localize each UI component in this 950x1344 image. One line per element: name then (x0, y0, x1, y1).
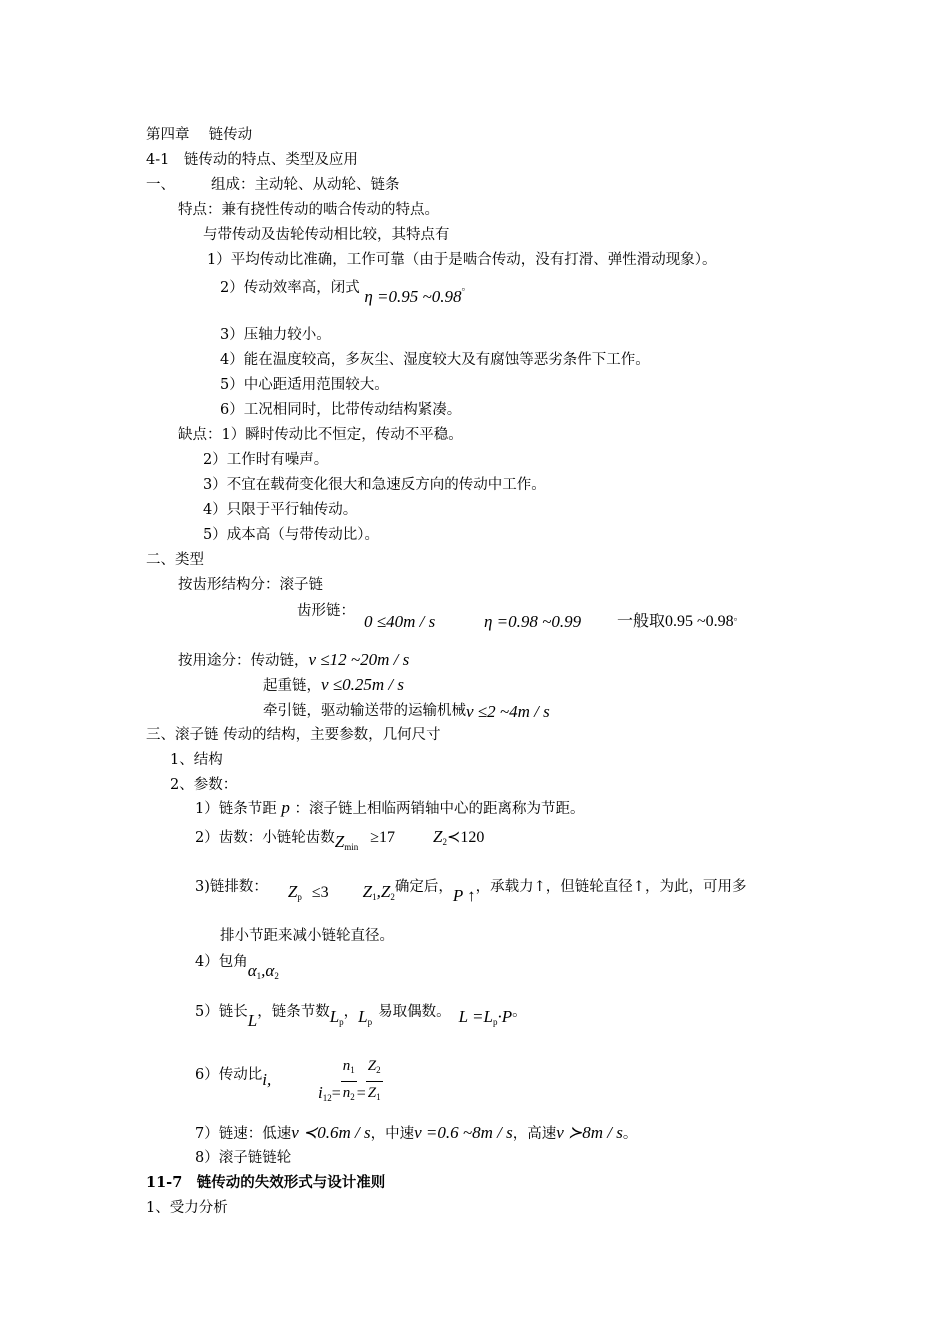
efficiency-formula: η =0.95 ~0.98 (364, 287, 462, 306)
drawback-4: 4）只限于平行轴传动。 (203, 502, 358, 518)
teeth-numerator: $Z_2$ (366, 1058, 383, 1082)
high-speed: v ≻8m / s (556, 1123, 623, 1142)
ratio-symbol: i, (262, 1070, 272, 1089)
pitch-symbol: p (281, 798, 290, 817)
drawback-3: 3）不宜在载荷变化很大和急速反方向的传动中工作。 (203, 477, 546, 493)
length-formula: $L =L_p\cdot P$ (458, 1007, 513, 1027)
param-speed (195, 1124, 637, 1143)
high-speed-label: ，高速 (512, 1126, 557, 1142)
feature-4: 4）能在温度较高，多灰尘、湿度较大及有腐蚀等恶劣条件下工作。 (220, 352, 650, 368)
length-symbol: L (247, 1011, 258, 1030)
lifting-chain-speed: v ≤0.25m / s (321, 675, 404, 694)
param-pitch (195, 799, 584, 818)
typical-eta-end: 。 (733, 612, 744, 623)
roller-chain-heading: 三、滚子链 传动的结构，主要参数，几何尺寸 (146, 727, 441, 743)
param-wrap-angle (195, 952, 279, 981)
feature-1: 1）平均传动比准确，工作可靠（由于是啮合传动，没有打滑、弹性滑动现象）。 (207, 252, 717, 268)
wrap-angle-label: 4）包角 (195, 954, 248, 970)
drawback-2: 2）工作时有噪声。 (203, 452, 329, 468)
link-count-label: ，链条节数 (257, 1004, 330, 1020)
feature-6: 6）工况相同时，比带传动结构紧凑。 (220, 402, 462, 418)
z2-bound: ≺120 (446, 829, 485, 846)
ratio-equals-1: = (331, 1085, 341, 1102)
mid-speed-label: ，中速 (370, 1126, 415, 1142)
speed-denominator: $n_2$ (342, 1085, 355, 1102)
item-1-marker: 一、 (146, 177, 175, 193)
features-line: 特点：兼有挠性传动的啮合传动的特点。 (178, 202, 439, 218)
even-number-note: 易取偶数。 (378, 1004, 451, 1020)
pitch-label: 1）链条节距 (195, 801, 277, 817)
rows-determined: 确定后， (394, 879, 453, 895)
rows-consequence: ，承载力↑，但链轮直径↑，为此，可用多 (475, 879, 747, 895)
ratio-equals-2: = (356, 1085, 366, 1102)
teeth-fraction (366, 1058, 383, 1106)
drawback-1: 缺点：1）瞬时传动比不恒定，传动不平稳。 (178, 427, 463, 443)
pitch-definition: ：滚子链上相临两销轴中心的距离称为节距。 (294, 801, 585, 817)
comparison-intro: 与带传动及齿轮传动相比较，其特点有 (203, 227, 450, 243)
lp-symbol-2: $L_p$ (358, 1007, 373, 1027)
speed-numerator: $n_1$ (341, 1058, 357, 1082)
typical-efficiency (617, 613, 744, 633)
feature-2 (220, 278, 472, 306)
mid-speed: v =0.6 ~8m / s (414, 1123, 513, 1142)
force-analysis-item: 1、受力分析 (146, 1200, 228, 1216)
length-label: 5）链长 (195, 1004, 248, 1020)
toothed-chain-label: 齿形链： (297, 603, 355, 619)
drive-chain-speed: v ≤12 ~20m / s (308, 650, 410, 669)
zp-bound: ≤3 (311, 884, 329, 901)
i12-symbol: $i_{12}$ (318, 1083, 332, 1103)
z2-symbol: $Z_2$ (433, 827, 447, 847)
drawback-5: 5）成本高（与带传动比）。 (203, 527, 379, 543)
param-rows (195, 877, 747, 905)
eta-range: η =0.98 ~0.99 (484, 612, 582, 631)
length-formula-end: 。 (512, 1004, 527, 1020)
feature-2-text: 2）传动效率高，闭式 (220, 280, 360, 296)
param-teeth (195, 828, 484, 851)
section-heading-4-1: 4-1 链传动的特点、类型及应用 (146, 152, 358, 168)
ratio-label: 6）传动比 (195, 1067, 263, 1083)
feature-3: 3）压轴力较小。 (220, 327, 331, 343)
traction-chain-label: 牵引链，驱动输送带的运输机械 (263, 703, 466, 719)
speed-range: 0 ≤40m / s (364, 612, 436, 631)
rows-label: 3)链排数： (195, 879, 268, 895)
zmin-symbol: $Z_{min}$ (334, 832, 359, 852)
param-length (195, 1002, 527, 1030)
traction-chain (263, 701, 550, 720)
item-1 (146, 176, 400, 194)
lifting-chain-label: 起重链， (263, 678, 321, 694)
rows-continuation: 排小节距来减小链轮直径。 (220, 928, 394, 944)
typical-eta: 一般取0.95 ~0.98 (617, 613, 734, 630)
low-speed-label: 7）链速：低速 (195, 1126, 292, 1142)
param-sprocket: 8）滚子链链轮 (195, 1150, 292, 1166)
speed-fraction (341, 1058, 357, 1106)
p-increase: P ↑ (452, 886, 476, 905)
composition-text: 组成：主动轮、从动轮、链条 (211, 177, 400, 193)
speed-range-formula (364, 613, 435, 632)
lp-symbol-1: $L_p$ (329, 1007, 344, 1027)
alpha-symbols: $\alpha_1,\alpha_2$ (247, 961, 279, 981)
tooth-shape-class: 按齿形结构分：滚子链 (178, 577, 323, 593)
usage-class (178, 651, 409, 670)
zp-symbol: $Z_p$ (287, 882, 302, 902)
usage-label: 按用途分：传动链， (178, 653, 309, 669)
structure-item: 1、结构 (170, 752, 223, 768)
toothed-chain-line (297, 602, 355, 620)
speed-end: 。 (622, 1126, 638, 1142)
feature-5: 5）中心距适用范围较大。 (220, 377, 389, 393)
ratio-formula (318, 1058, 383, 1106)
traction-chain-speed: v ≤2 ~4m / s (466, 702, 550, 721)
param-ratio (195, 1065, 272, 1089)
teeth-label: 2）齿数：小链轮齿数 (195, 830, 335, 846)
types-heading: 二、类型 (146, 552, 204, 568)
low-speed: v ≺0.6m / s (291, 1123, 371, 1142)
section-heading-11-7: 11-7 链传动的失效形式与设计准则 (146, 1174, 386, 1191)
parameters-item: 2、参数： (170, 777, 238, 793)
length-comma: ， (343, 1004, 359, 1020)
lifting-chain (263, 676, 404, 695)
zmin-bound: ≥17 (370, 829, 395, 846)
toothed-efficiency (484, 613, 581, 632)
teeth-denominator: $Z_1$ (367, 1085, 381, 1102)
chapter-title: 第四章 链传动 (146, 127, 253, 143)
z1z2-symbols: $Z_1,Z_2$ (362, 882, 395, 902)
efficiency-formula-end: 。 (461, 282, 472, 293)
